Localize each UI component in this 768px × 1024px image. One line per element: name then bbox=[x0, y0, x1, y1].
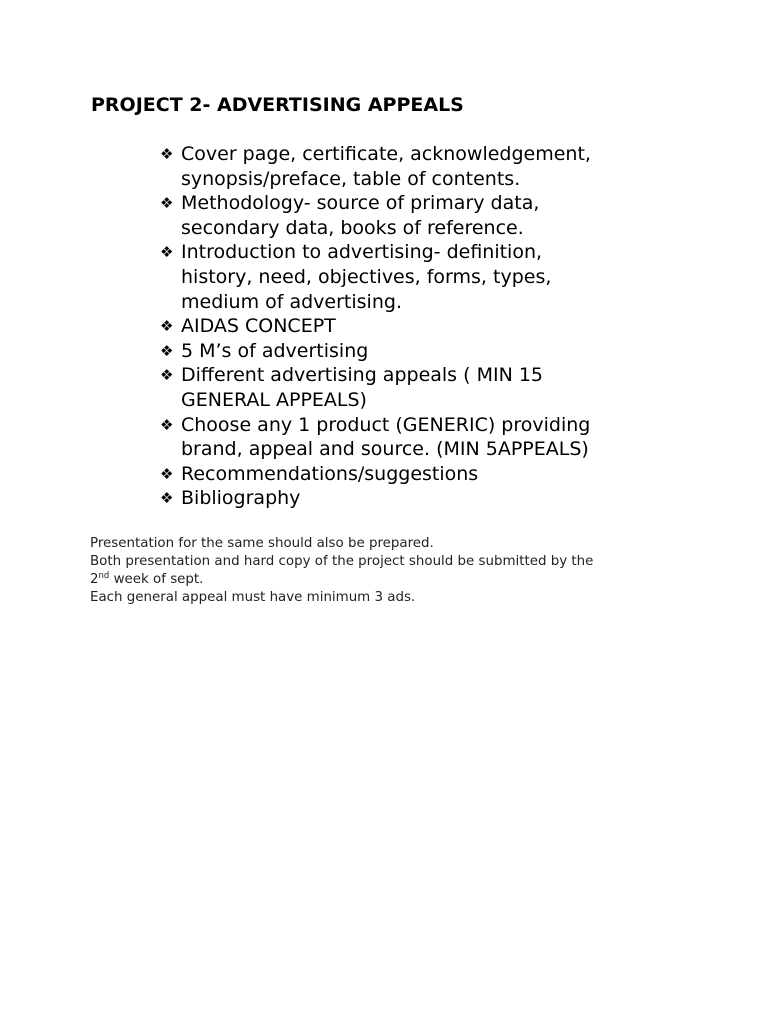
list-item bbox=[160, 339, 630, 364]
diamond-bullet-icon: ❖ bbox=[160, 317, 174, 336]
list-item-text: Introduction to advertising- definition, history, need, objectives, forms, types, medium of advertising. bbox=[181, 241, 552, 313]
list-item-text: Choose any 1 product (GENERIC) providing brand, appeal and source. (MIN 5APPEALS) bbox=[181, 413, 591, 461]
list-item-text: 5 M’s of advertising bbox=[181, 339, 369, 362]
ordinal-suffix: nd bbox=[98, 571, 110, 581]
list-item-text: Cover page, certificate, acknowledgement, synopsis/preface, table of contents. bbox=[181, 143, 591, 190]
list-item-text: Different advertising appeals ( MIN 15 GENERAL APPEALS) bbox=[181, 364, 543, 411]
ads-note: Each general appeal must have minimum 3 ads. bbox=[90, 590, 416, 605]
list-item bbox=[160, 413, 630, 462]
list-item bbox=[160, 191, 630, 240]
notes-section bbox=[90, 535, 690, 607]
list-item bbox=[160, 240, 630, 314]
presentation-note: Presentation for the same should also be prepared. bbox=[90, 536, 434, 551]
diamond-bullet-icon: ❖ bbox=[160, 194, 174, 213]
diamond-bullet-icon: ❖ bbox=[160, 366, 174, 385]
submission-note: Both presentation and hard copy of the project should be submitted by the bbox=[90, 554, 594, 569]
page-title: PROJECT 2- ADVERTISING APPEALS bbox=[91, 94, 464, 116]
list-item-text: AIDAS CONCEPT bbox=[181, 315, 336, 338]
submission-deadline bbox=[90, 571, 690, 589]
list-item bbox=[160, 462, 630, 487]
list-item bbox=[160, 363, 630, 412]
diamond-bullet-icon: ❖ bbox=[160, 243, 174, 262]
diamond-bullet-icon: ❖ bbox=[160, 415, 174, 434]
requirements-list bbox=[160, 142, 630, 511]
deadline-number: 2 bbox=[90, 572, 99, 587]
diamond-bullet-icon: ❖ bbox=[160, 464, 174, 483]
list-item-text: Bibliography bbox=[181, 487, 301, 510]
list-item bbox=[160, 486, 630, 511]
diamond-bullet-icon: ❖ bbox=[160, 489, 174, 508]
list-item bbox=[160, 142, 630, 191]
diamond-bullet-icon: ❖ bbox=[160, 145, 174, 163]
list-item-text: Recommendations/suggestions bbox=[181, 462, 479, 485]
list-item bbox=[160, 314, 630, 339]
deadline-text: week of sept. bbox=[109, 572, 204, 587]
diamond-bullet-icon: ❖ bbox=[160, 341, 174, 360]
list-item-text: Methodology- source of primary data, secondary data, books of reference. bbox=[181, 192, 540, 239]
